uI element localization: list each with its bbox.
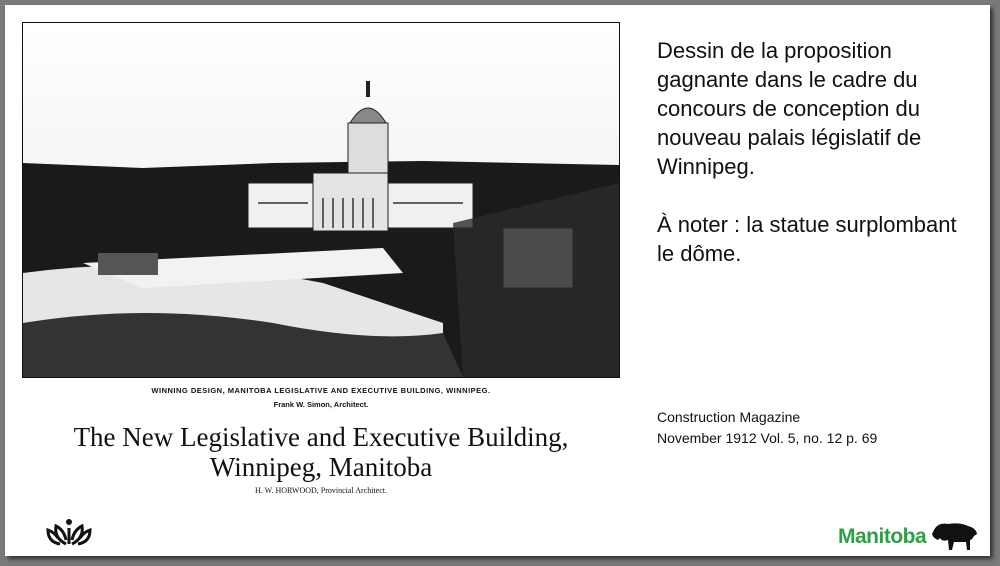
description: [657, 36, 977, 297]
provincial-architect-credit: H. W. HORWOOD, Provincial Architect.: [255, 486, 387, 495]
manitoba-wordmark: Manitoba: [838, 525, 927, 548]
article-title-line2: Winnipeg, Manitoba: [209, 452, 433, 482]
source-publication: Construction Magazine: [657, 409, 801, 425]
legislative-building-engraving: [22, 22, 620, 378]
description-note: À noter : la statue surplombant le dôme.: [657, 212, 957, 266]
article-title: [22, 422, 620, 482]
bison-icon: [930, 520, 980, 557]
article-title-line1: The New Legislative and Executive Building,: [73, 422, 569, 452]
architect-credit: Frank W. Simon, Architect.: [273, 400, 369, 409]
engraving-caption: WINNING DESIGN, MANITOBA LEGISLATIVE AND EXECUTIVE BUILDING, WINNIPEG.: [151, 386, 491, 395]
description-paragraph: Dessin de la proposition gagnante dans le cadre du concours de conception du nouveau palais législatif de Winnipeg.: [657, 38, 922, 179]
lotus-person-logo-icon: [46, 518, 92, 553]
source-issue: November 1912 Vol. 5, no. 12 p. 69: [657, 430, 878, 446]
source-citation: [657, 407, 877, 449]
